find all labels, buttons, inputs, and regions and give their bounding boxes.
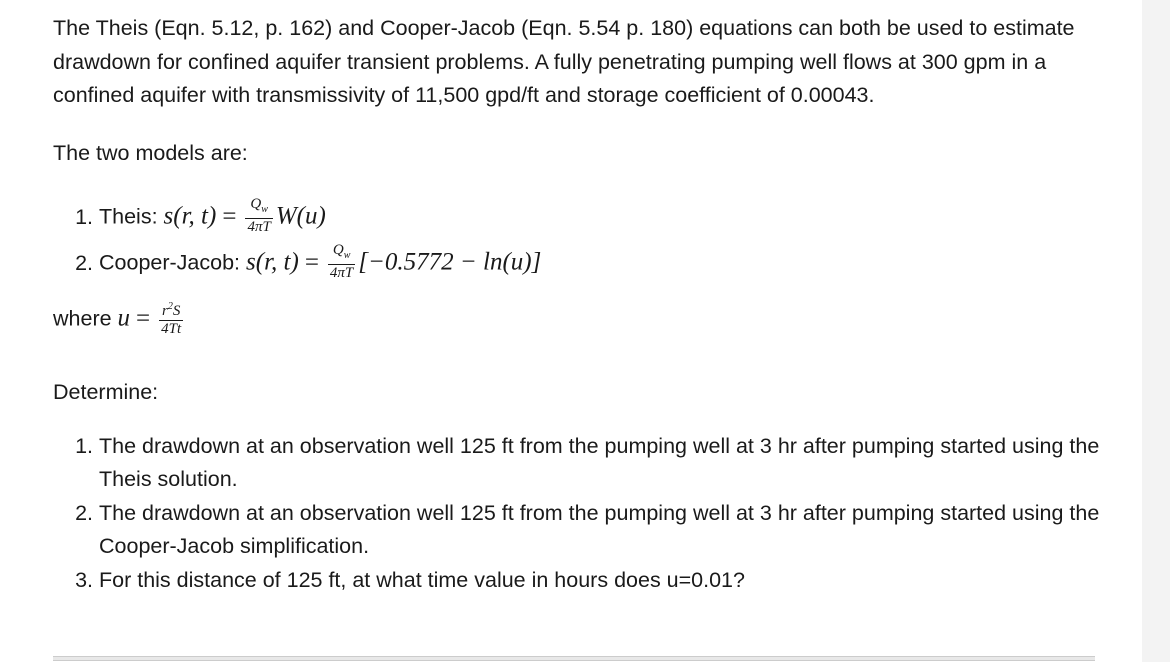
model-label: Theis: bbox=[99, 204, 158, 229]
model-lhs: s(r, t) bbox=[163, 202, 217, 230]
model-theis: 1. Theis: s(r, t) = $\frac{Q_w}{4\pi T}$ W(u) bbox=[99, 198, 1103, 238]
determine-heading: Determine: bbox=[53, 380, 159, 404]
model-rhs: W(u) bbox=[275, 202, 326, 230]
fraction-numerator-subscript: w bbox=[261, 204, 268, 215]
question-item: 3. For this distance of 125 ft, at what time value in hours does u=0.01? bbox=[99, 564, 1103, 598]
models-heading: The two models are: bbox=[53, 140, 248, 165]
fraction-numerator-base: r bbox=[161, 303, 168, 319]
intro-paragraph: The Theis (Eqn. 5.12, p. 162) and Cooper-Jacob (Eqn. 5.54 p. 180) equations can both be used to estimate drawdown for confined aquifer transient problems. A fully penetrating pumping well flows at 300 gpm in a confined aquifer with transmissivity of 11,500 gpd/ft and storage coefficient of 0.00043. bbox=[53, 16, 1075, 107]
where-definition: where u = $\frac{r^2S}{4Tt}$ bbox=[53, 300, 1103, 340]
question-item: 1. The drawdown at an observation well 125 ft from the pumping well at 3 hr after pumping started using the Theis solution. bbox=[99, 430, 1103, 497]
fraction-numerator: Q bbox=[250, 196, 262, 212]
where-label: where bbox=[53, 306, 112, 331]
model-lhs: s(r, t) bbox=[246, 248, 299, 276]
fraction-denominator: 4Tt bbox=[161, 321, 182, 337]
where-fraction bbox=[159, 298, 183, 338]
scrollbar-track[interactable] bbox=[1142, 0, 1170, 662]
fraction-numerator-exponent: 2 bbox=[167, 301, 173, 312]
fraction-numerator-tail: S bbox=[172, 303, 181, 319]
questions-list bbox=[53, 430, 1103, 598]
model-fraction bbox=[245, 196, 272, 236]
model-cooper-jacob: 2. Cooper-Jacob: s(r, t) = $\frac{Q_w}{4\pi T}$ [−0.5772 − ln(u)] bbox=[99, 244, 1103, 284]
fraction-numerator: Q bbox=[332, 242, 344, 258]
model-rhs: [−0.5772 − ln(u)] bbox=[358, 248, 542, 276]
fraction-denominator: 4πT bbox=[329, 265, 354, 281]
fraction-denominator: 4πT bbox=[247, 219, 271, 235]
question-item: 2. The drawdown at an observation well 125 ft from the pumping well at 3 hr after pumping started using the Cooper-Jacob simplification. bbox=[99, 497, 1103, 564]
model-fraction bbox=[328, 242, 355, 282]
fraction-numerator-subscript: w bbox=[343, 250, 351, 261]
where-variable: u bbox=[117, 304, 131, 332]
model-label: Cooper-Jacob: bbox=[99, 250, 241, 275]
models-list bbox=[53, 198, 1103, 284]
problem-statement bbox=[53, 12, 1103, 597]
divider bbox=[53, 656, 1095, 661]
